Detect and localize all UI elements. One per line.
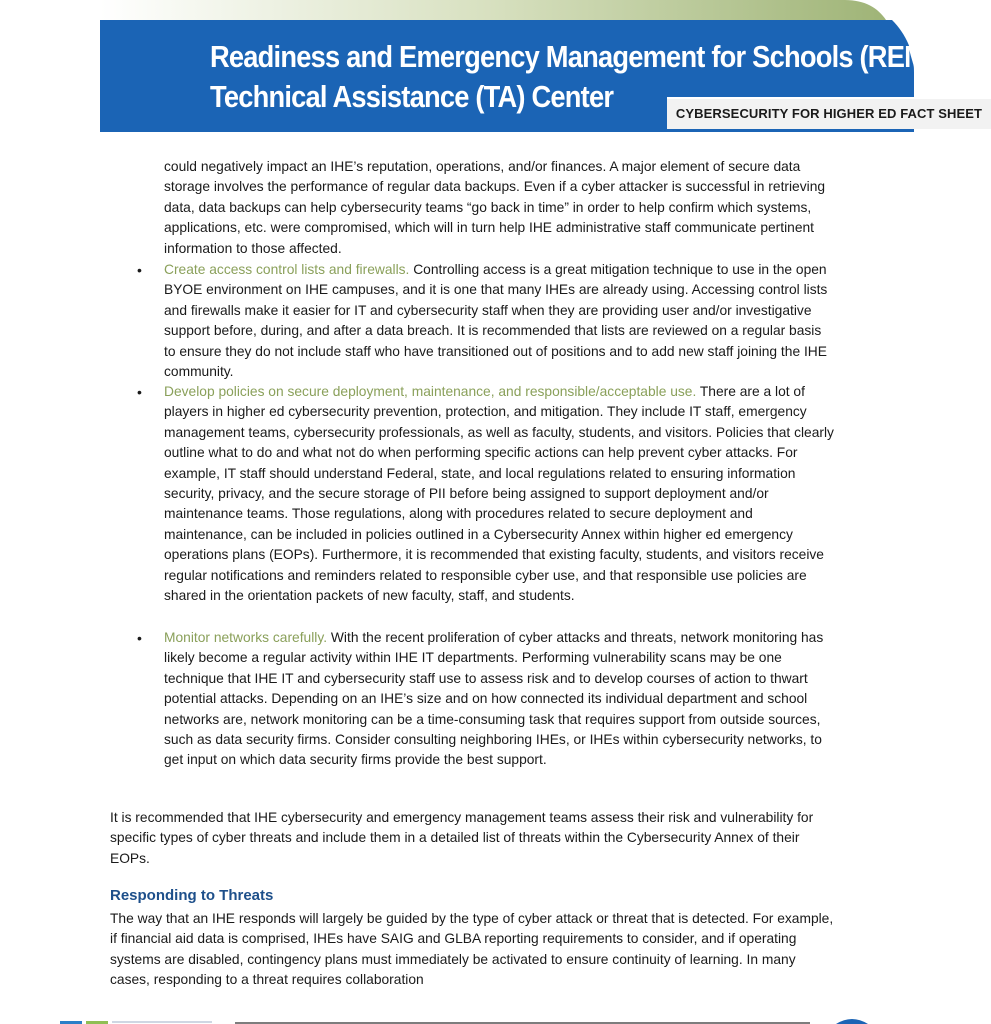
title-line-1: Readiness and Emergency Management for Schools (REMS) <box>210 39 952 74</box>
fact-sheet-tag: CYBERSECURITY FOR HIGHER ED FACT SHEET <box>667 97 991 129</box>
intro-continuation: could negatively impact an IHE’s reputation, operations, and/or finances. A major element of secure data storage involves the performance of regular data backups. Even if a cyber attacker is successful in retrieving data, data backups can help cybersecurity teams “go back in time” in order to help confirm which systems, applications, etc. were compromised, which will in turn help IHE administrative staff communicate pertinent information to those affected. <box>164 159 826 256</box>
bullet-lead: Develop policies on secure deployment, maintenance, and responsible/acceptable use. <box>164 384 697 399</box>
bullet-body: With the recent proliferation of cyber attacks and threats, network monitoring has likely become a regular activity within IHE IT departments. Performing vulnerability scans may be one technique that IHE IT and cybersecurity staff use to assess risk and to develop courses of action to thwart potential attacks. Depending on an IHE’s size and on how connected its individual department and school networks are, network monitoring can be a time-consuming task that requires support from outside sources, such as data security firms. Consider consulting neighboring IHEs, or IHEs within cybersecurity networks, to get input on which data security firms provide the best support. <box>164 630 824 768</box>
bullet-lead: Create access control lists and firewalls. <box>164 262 410 277</box>
bullet-monitor-networks <box>164 628 836 771</box>
bullet-marker: • <box>137 262 142 278</box>
bullet-lead: Monitor networks carefully. <box>164 630 328 645</box>
footer-page-badge <box>836 1019 868 1024</box>
bullet-body: There are a lot of players in higher ed cybersecurity prevention, protection, and mitigation. They include IT staff, emergency management teams, cybersecurity professionals, as well as faculty, students, and visitors. Policies that clearly outline what to do and what not do when performing specific actions can help prevent cyber attacks. For example, IT staff should understand Federal, state, and local regulations related to ensuring information security, privacy, and the secure storage of PII before being assigned to support deployment and/or maintenance teams. Those regulations, along with procedures related to secure deployment and maintenance, can be included in policies outlined in a Cybersecurity Annex within higher ed emergency operations plans (EOPs). Furthermore, it is recommended that existing faculty, students, and visitors receive regular notifications and reminders related to responsible cyber use, and that responsible use policies are shared in the orientation packets of new faculty, staff, and students. <box>164 384 834 604</box>
bullet-body: Controlling access is a great mitigation technique to use in the open BYOE environment on IHE campuses, and it is one that many IHEs are already using. Accessing control lists and firewalls make it easier for IT and cybersecurity staff when they are providing user and/or investigative support before, during, and after a data breach. It is recommended that lists are reviewed on a regular basis to ensure they do not include staff who have transitioned out of positions and to add new staff joining the IHE community. <box>164 262 828 380</box>
bullet-marker: • <box>137 630 142 646</box>
document-header <box>100 0 983 132</box>
title-line-2: Technical Assistance (TA) Center <box>210 79 614 114</box>
bullet-policies <box>164 382 836 606</box>
page-footer-strip <box>0 1010 924 1024</box>
header-green-swoosh <box>100 0 886 20</box>
section-paragraph: The way that an IHE responds will largely be guided by the type of cyber attack or threat that is detected. For example, if financial aid data is comprised, IHEs have SAIG and GLBA reporting requirements to consider, and if operating systems are disabled, contingency plans must immediately be activated to ensure continuity of learning. In many cases, responding to a threat requires collaboration <box>110 911 834 988</box>
footer-logo-trace <box>112 1021 212 1023</box>
section-heading: Responding to Threats <box>110 887 274 904</box>
closing-paragraph: It is recommended that IHE cybersecurity and emergency management teams assess their risk and vulnerability for specific types of cyber threats and include them in a detailed list of threats within the Cybersecurity Annex of their EOPs. <box>110 810 814 866</box>
bullet-access-control <box>164 260 836 382</box>
bullet-marker: • <box>137 384 142 400</box>
